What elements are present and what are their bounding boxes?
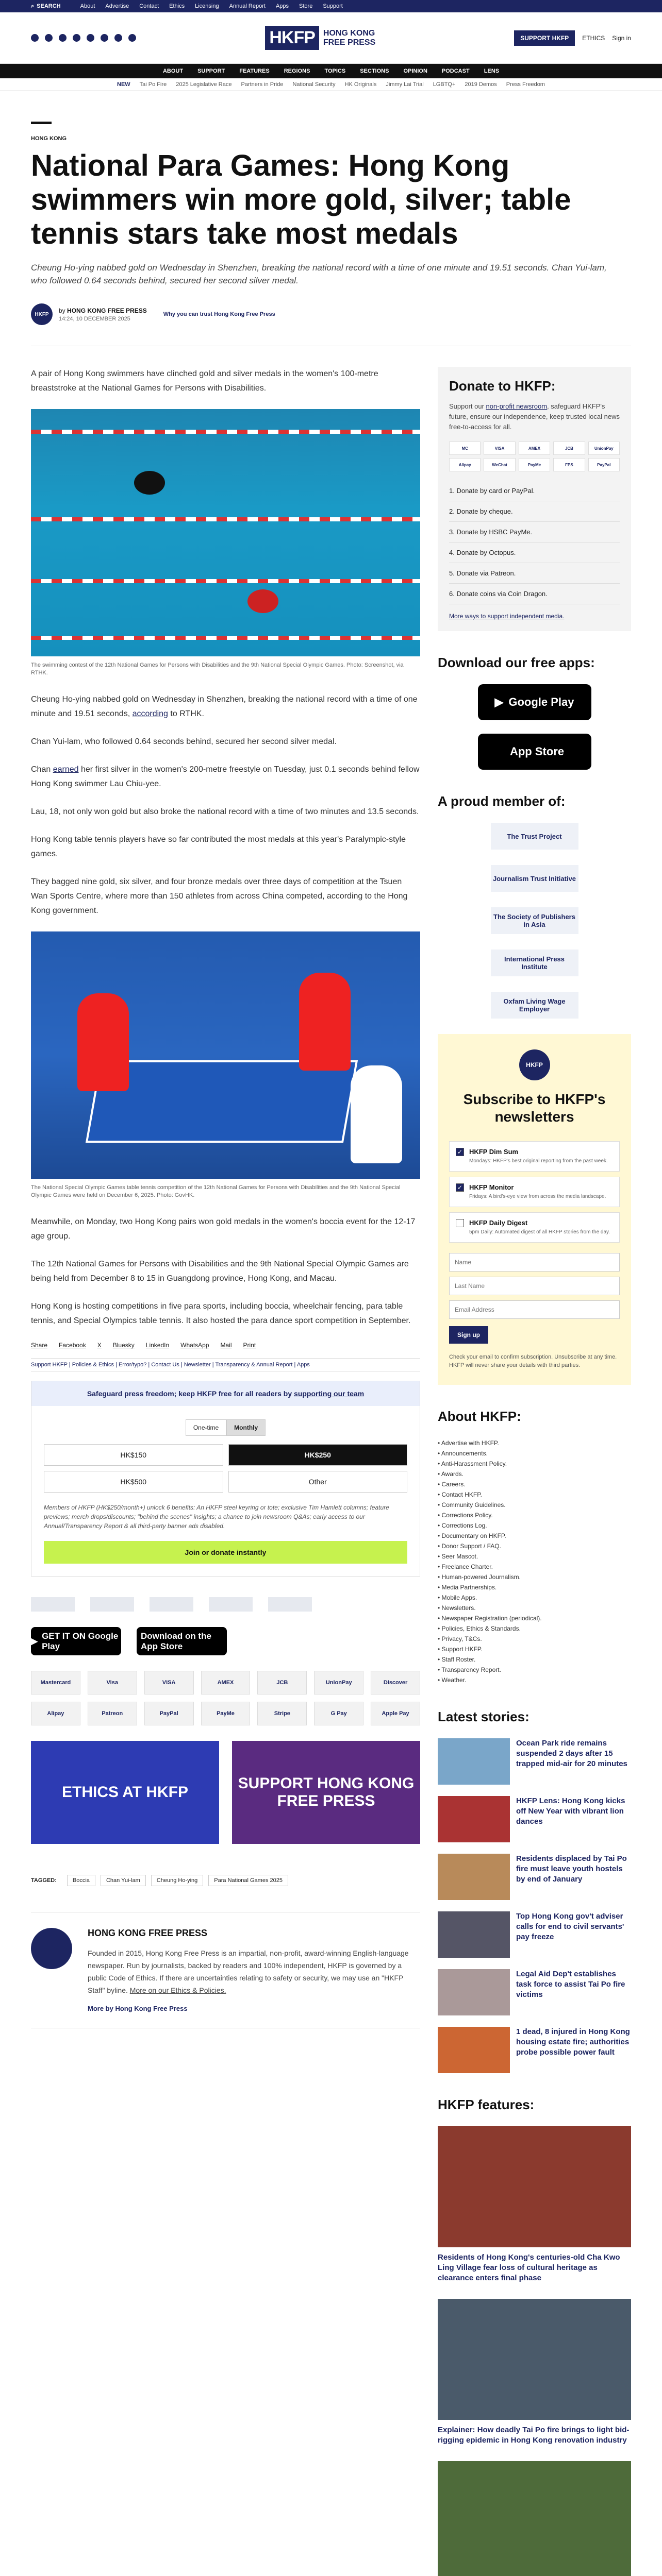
checkbox-checked[interactable]: ✓ bbox=[456, 1148, 464, 1156]
social-links bbox=[31, 34, 136, 42]
paragraph: Chan earned her first silver in the women's 200-metre freestyle on Tuesday, just 0.1 seconds behind fellow Hong Kong swimmer Lau Chiu-yee. bbox=[31, 765, 420, 788]
newsletter-option[interactable]: HKFP Daily Digest 5pm Daily: Automated digest of all HKFP stories from the day. bbox=[449, 1212, 620, 1243]
paragraph: A pair of Hong Kong swimmers have clinched gold and silver medals in the women's 100-metre breaststroke at the National Games for Persons with Disabilities. bbox=[31, 369, 378, 393]
sign-in-link[interactable]: Sign in bbox=[612, 34, 631, 42]
payment-logo[interactable]: G Pay bbox=[314, 1702, 363, 1725]
ethics-promo[interactable]: ETHICS AT HKFP bbox=[31, 1741, 219, 1844]
print-button[interactable]: Print bbox=[243, 1342, 256, 1349]
payment-logo[interactable]: Patreon bbox=[88, 1702, 137, 1725]
member-logos-row bbox=[31, 1597, 420, 1612]
tab-one-time[interactable]: One-time bbox=[186, 1419, 226, 1436]
about-link[interactable]: • Awards. bbox=[438, 1470, 464, 1478]
share-bluesky-button[interactable]: Bluesky bbox=[112, 1342, 135, 1349]
tags-label: TAGGED: bbox=[31, 1877, 57, 1884]
payment-logo[interactable]: Apple Pay bbox=[371, 1702, 420, 1725]
share-linkedin-button[interactable]: LinkedIn bbox=[145, 1342, 170, 1349]
payment-logo[interactable]: PayPal bbox=[144, 1702, 194, 1725]
sidebar-donate-title: Donate to HKFP: bbox=[449, 378, 556, 394]
feature-title[interactable]: Residents of Hong Kong's centuries-old Cha Kwo Ling Village fear loss of cultural heritage as clearance enters final phase bbox=[438, 2253, 620, 2282]
according-link[interactable]: according bbox=[132, 709, 168, 718]
support-button[interactable]: SUPPORT HKFP bbox=[514, 30, 575, 46]
topbar-link[interactable]: Annual Report bbox=[229, 3, 266, 9]
about-link[interactable]: • Contact HKFP. bbox=[438, 1491, 483, 1498]
author-box bbox=[31, 1912, 420, 2028]
trending-link[interactable]: LGBTQ+ bbox=[433, 81, 456, 88]
member-logo[interactable]: Oxfam Living Wage Employer bbox=[491, 992, 578, 1019]
topbar-link[interactable]: Store bbox=[299, 3, 313, 9]
site-logo[interactable] bbox=[265, 26, 385, 50]
paragraph: Lau, 18, not only won gold but also broke the national record with a time of two minutes and 13.5 seconds. bbox=[31, 807, 419, 816]
latest-story[interactable] bbox=[438, 2027, 631, 2073]
about-link[interactable]: • Mobile Apps. bbox=[438, 1594, 477, 1601]
card-logo: VISA bbox=[484, 442, 515, 455]
payment-logo[interactable]: Stripe bbox=[257, 1702, 307, 1725]
card-logo: MC bbox=[449, 442, 481, 455]
trending-link[interactable]: Jimmy Lai Trial bbox=[386, 81, 424, 88]
trending-link[interactable]: National Security bbox=[292, 81, 336, 88]
utility-bar bbox=[0, 0, 662, 12]
amount-option[interactable]: HK$150 bbox=[44, 1444, 223, 1466]
paragraph: The 12th National Games for Persons with Disabilities and the 9th National Special Olympic Games are being held from December 8 to 15 in Guangdong province, Hong Kong, and Macau. bbox=[31, 1260, 409, 1283]
topbar-link[interactable]: Apps bbox=[275, 3, 289, 9]
card-logo: JCB bbox=[553, 442, 585, 455]
newsletter-badge: HKFP bbox=[519, 1049, 550, 1080]
payment-logo[interactable]: Discover bbox=[371, 1671, 420, 1694]
story-thumbnail[interactable] bbox=[438, 1969, 510, 2015]
share-label: Share bbox=[31, 1342, 48, 1349]
first-name-input[interactable] bbox=[449, 1253, 620, 1272]
logo-text: HONG KONG FREE PRESS bbox=[323, 28, 376, 47]
about-link[interactable]: • Newspaper Registration (periodical). bbox=[438, 1615, 542, 1622]
feature-image[interactable] bbox=[438, 2299, 631, 2420]
feature-image[interactable] bbox=[438, 2126, 631, 2247]
threads-icon[interactable] bbox=[73, 34, 80, 42]
author-box-avatar[interactable] bbox=[31, 1928, 72, 1969]
nav-item[interactable]: OPINION bbox=[403, 68, 427, 74]
nav-item[interactable]: PODCAST bbox=[441, 68, 470, 74]
amount-option[interactable]: HK$500 bbox=[44, 1471, 223, 1493]
payment-logo[interactable]: UnionPay bbox=[314, 1671, 363, 1694]
article-body bbox=[31, 367, 420, 2576]
trending-link[interactable]: HK Originals bbox=[344, 81, 377, 88]
paragraph: Cheung Ho-ying nabbed gold on Wednesday in Shenzhen, breaking the national record with a time of one minute and 19.51 seconds, according to RTHK. bbox=[31, 695, 418, 718]
member-logo[interactable]: International Press Institute bbox=[491, 950, 578, 976]
donate-method[interactable]: 1. Donate by card or PayPal. bbox=[449, 481, 620, 501]
about-link[interactable]: • Policies, Ethics & Standards. bbox=[438, 1625, 521, 1632]
about-heading: About HKFP: bbox=[438, 1409, 521, 1424]
card-logo: FPS bbox=[553, 458, 585, 471]
nav-item[interactable]: TOPICS bbox=[324, 68, 346, 74]
about-link[interactable]: • Careers. bbox=[438, 1481, 466, 1488]
latest-heading: Latest stories: bbox=[438, 1709, 529, 1724]
share-mail-button[interactable]: Mail bbox=[220, 1342, 232, 1349]
checkbox[interactable] bbox=[456, 1219, 464, 1227]
donate-method[interactable]: 2. Donate by cheque. bbox=[449, 501, 620, 522]
article-standfirst: Cheung Ho-ying nabbed gold on Wednesday in Shenzhen, breaking the national record with a time of one minute and 19.51 seconds. Chan Yui-lam, who followed 0.64 seconds behind, secured her second silver medal. bbox=[31, 263, 607, 285]
checkbox-checked[interactable]: ✓ bbox=[456, 1183, 464, 1192]
topbar-link[interactable]: About bbox=[80, 3, 95, 9]
support-promo[interactable]: SUPPORT HONG KONG FREE PRESS bbox=[232, 1741, 420, 1844]
play-icon: ▶ bbox=[31, 1636, 38, 1646]
about-link[interactable]: • Support HKFP. bbox=[438, 1646, 483, 1653]
payment-logo[interactable]: Mastercard bbox=[31, 1671, 80, 1694]
more-ways-link[interactable]: More ways to support independent media. bbox=[449, 613, 565, 620]
trending-link[interactable]: Partners in Pride bbox=[241, 81, 284, 88]
earned-link[interactable]: earned bbox=[53, 765, 79, 774]
latest-story[interactable] bbox=[438, 1854, 631, 1900]
join-donate-button[interactable]: Join or donate instantly bbox=[44, 1541, 407, 1564]
share-bar bbox=[31, 1342, 420, 1349]
nav-item[interactable]: ABOUT bbox=[162, 68, 184, 74]
email-input[interactable] bbox=[449, 1300, 620, 1319]
email-icon[interactable] bbox=[114, 34, 122, 42]
member-logo[interactable]: The Society of Publishers in Asia bbox=[491, 907, 578, 934]
tag[interactable]: Boccia bbox=[67, 1875, 95, 1886]
trending-link[interactable]: 2025 Legislative Race bbox=[176, 81, 232, 88]
newsletter-option[interactable]: ✓ HKFP Dim Sum Mondays: HKFP's best original reporting from the past week. bbox=[449, 1141, 620, 1172]
paragraph: They bagged nine gold, six silver, and four bronze medals over three days of competition at the Tsuen Wan Sports Centre, where more than 150 athletes from across China competed, according to the Hong Kong government. bbox=[31, 877, 408, 915]
feature-title[interactable]: Explainer: How deadly Tai Po fire brings to light bid-rigging epidemic in Hong Kong renovation industry bbox=[438, 2426, 630, 2445]
story-title[interactable]: Legal Aid Dep't establishes task force to assist Tai Po fire victims bbox=[516, 1970, 625, 1999]
photo-caption: The National Special Olympic Games table tennis competition of the 12th National Games for Persons with Disabilities and the 9th National Special Olympic Games were held on December 6, 2025. Photo: GovHK. bbox=[31, 1184, 401, 1198]
membership-benefits: Members of HKFP (HK$250/month+) unlock 6 benefits: An HKFP steel keyring or tote; exclusive Tim Hamlett columns; feature previews; merch drops/discounts; "behind the scenes" insights; a chance to join newsroom Q&As; early access to our Annual/Transparency Report & all third-party banner ads disabled. bbox=[44, 1504, 389, 1530]
byline bbox=[31, 303, 631, 325]
about-link[interactable]: • Seer Mascot. bbox=[438, 1553, 478, 1560]
paragraph: Hong Kong table tennis players have so far contributed the most medals at this year's Paralympic-style games. bbox=[31, 835, 406, 858]
donation-form bbox=[31, 1381, 420, 1577]
about-link[interactable]: • Community Guidelines. bbox=[438, 1501, 506, 1509]
about-link[interactable]: • Advertise with HKFP. bbox=[438, 1439, 499, 1447]
photo-caption: The swimming contest of the 12th National Games for Persons with Disabilities and the 9th National Special Olympic Games. Photo: Screenshot, via RTHK. bbox=[31, 662, 404, 676]
donate-method[interactable]: 6. Donate coins via Coin Dragon. bbox=[449, 584, 620, 604]
donate-method[interactable]: 3. Donate by HSBC PayMe. bbox=[449, 522, 620, 543]
sidebar-app-store[interactable]: App Store bbox=[478, 734, 591, 770]
sopa-logo[interactable] bbox=[150, 1597, 193, 1612]
table-tennis-photo[interactable] bbox=[31, 931, 420, 1179]
member-logo[interactable]: Journalism Trust Initiative bbox=[491, 865, 578, 892]
trending-label: NEW bbox=[117, 81, 130, 88]
sidebar-donate-text: Support our non-profit newsroom, safeguard HKFP's future, ensure our independence, keep trusted local news free-to-access for all. bbox=[449, 402, 620, 431]
about-link[interactable]: • Weather. bbox=[438, 1676, 467, 1684]
share-facebook-button[interactable]: Facebook bbox=[59, 1342, 86, 1349]
sidebar-donate bbox=[438, 367, 631, 631]
share-x-button[interactable]: X bbox=[97, 1342, 102, 1349]
share-whatsapp-button[interactable]: WhatsApp bbox=[180, 1342, 209, 1349]
paragraph: Hong Kong is hosting competitions in five para sports, including boccia, wheelchair fencing, para table tennis, and Special Olympics table tennis. It also hosted the para dance sport competition in September. bbox=[31, 1302, 411, 1325]
category-label[interactable]: HONG KONG bbox=[31, 135, 67, 142]
tag[interactable]: Para National Games 2025 bbox=[208, 1875, 288, 1886]
story-title[interactable]: Ocean Park ride remains suspended 2 days after 15 trapped mid-air for 20 minutes bbox=[516, 1739, 627, 1768]
about-link[interactable]: • Donor Support / FAQ. bbox=[438, 1543, 501, 1550]
card-logo: Alipay bbox=[449, 458, 481, 471]
newsletter-title: Subscribe to HKFP's newsletters bbox=[463, 1091, 606, 1125]
bluesky-icon[interactable] bbox=[101, 34, 108, 42]
sidebar bbox=[438, 367, 631, 2576]
latest-story[interactable] bbox=[438, 1911, 631, 1958]
more-by-author-link[interactable]: More by Hong Kong Free Press bbox=[88, 2005, 188, 2012]
nav-item[interactable]: SUPPORT bbox=[197, 68, 225, 74]
about-link[interactable]: • Newsletters. bbox=[438, 1604, 476, 1612]
sign-up-button[interactable]: Sign up bbox=[449, 1326, 488, 1344]
ethics-link[interactable]: ETHICS bbox=[582, 34, 605, 42]
about-link[interactable]: • Anti-Harassment Policy. bbox=[438, 1460, 507, 1467]
payment-logo[interactable]: Alipay bbox=[31, 1702, 80, 1725]
about-link[interactable]: • Human-powered Journalism. bbox=[438, 1573, 521, 1581]
topbar-link[interactable]: Contact bbox=[139, 3, 159, 9]
swimming-photo[interactable] bbox=[31, 409, 420, 656]
amount-option-selected[interactable]: HK$250 bbox=[228, 1444, 408, 1466]
newsletter-note: Check your email to confirm subscription. Unsubscribe at any time. HKFP will never share your details with third parties. bbox=[449, 1354, 617, 1368]
payment-methods bbox=[31, 1671, 420, 1725]
google-play-button[interactable]: ▶ GET IT ON Google Play bbox=[31, 1627, 121, 1655]
latest-story[interactable] bbox=[438, 1796, 631, 1842]
site-header bbox=[0, 12, 662, 64]
newsletter-signup bbox=[438, 1034, 631, 1385]
tag[interactable]: Cheung Ho-ying bbox=[151, 1875, 204, 1886]
trending-link[interactable]: Press Freedom bbox=[506, 81, 545, 88]
author-box-name[interactable]: HONG KONG FREE PRESS bbox=[88, 1928, 208, 1938]
telegram-icon[interactable] bbox=[128, 34, 136, 42]
amount-option-other[interactable]: Other bbox=[228, 1471, 408, 1493]
author-bio: Founded in 2015, Hong Kong Free Press is an impartial, non-profit, award-winning English-language newspaper. Run by journalists, backed by readers and 100% independent, HKFP is governed by a public Code of Ethics. If there are uncertainties relating to safety or security, we may use an "HKFP Staff" byline. More on our Ethics & Policies. bbox=[88, 1949, 409, 1994]
publish-date: 14:24, 10 DECEMBER 2025 bbox=[59, 315, 130, 322]
story-thumbnail[interactable] bbox=[438, 2027, 510, 2073]
newsroom-link[interactable]: non-profit newsroom bbox=[486, 402, 548, 410]
ethics-policies-link[interactable]: More on our Ethics & Policies. bbox=[129, 1986, 226, 1994]
support-team-link[interactable]: supporting our team bbox=[294, 1389, 365, 1398]
trust-project-logo[interactable] bbox=[31, 1597, 75, 1612]
payment-logo[interactable]: JCB bbox=[257, 1671, 307, 1694]
card-logo: PayPal bbox=[588, 458, 620, 471]
jti-logo[interactable] bbox=[90, 1597, 134, 1612]
payment-logo[interactable]: Visa bbox=[88, 1671, 137, 1694]
donate-method[interactable]: 4. Donate by Octopus. bbox=[449, 543, 620, 563]
about-link[interactable]: • Corrections Log. bbox=[438, 1522, 487, 1529]
latest-story[interactable] bbox=[438, 1738, 631, 1785]
about-link[interactable]: • Documentary on HKFP. bbox=[438, 1532, 506, 1539]
article-footer-links[interactable]: Support HKFP | Policies & Ethics | Error/typo? | Contact Us | Newsletter | Transparency & Annual Report | Apps bbox=[31, 1358, 420, 1371]
about-link[interactable]: • Transparency Report. bbox=[438, 1666, 501, 1673]
x-icon[interactable] bbox=[45, 34, 53, 42]
about-link[interactable]: • Announcements. bbox=[438, 1450, 488, 1457]
about-link[interactable]: • Media Partnerships. bbox=[438, 1584, 497, 1591]
member-heading: A proud member of: bbox=[438, 793, 566, 809]
payment-logo[interactable]: AMEX bbox=[201, 1671, 251, 1694]
last-name-input[interactable] bbox=[449, 1277, 620, 1295]
article-title: National Para Games: Hong Kong swimmers win more gold, silver; table tennis stars take most medals bbox=[31, 149, 571, 250]
story-title[interactable]: Residents displaced by Tai Po fire must leave youth hostels by end of January bbox=[516, 1854, 627, 1884]
trending-bar bbox=[0, 78, 662, 91]
nav-item[interactable]: SECTIONS bbox=[360, 68, 389, 74]
about-link[interactable]: • Staff Roster. bbox=[438, 1656, 476, 1663]
story-thumbnail[interactable] bbox=[438, 1738, 510, 1785]
apps-heading: Download our free apps: bbox=[438, 655, 595, 670]
about-link[interactable]: • Freelance Charter. bbox=[438, 1563, 493, 1570]
topbar-link[interactable]: Support bbox=[323, 3, 343, 9]
play-icon: ▶ bbox=[494, 696, 504, 708]
features-heading: HKFP features: bbox=[438, 2097, 535, 2112]
feature-stories bbox=[438, 2126, 631, 2576]
latest-stories bbox=[438, 1738, 631, 2073]
story-title[interactable]: 1 dead, 8 injured in Hong Kong housing estate fire; authorities probe possible power fault bbox=[516, 2027, 630, 2057]
search-link[interactable]: ⌕ SEARCH bbox=[31, 3, 61, 9]
about-link[interactable]: • Corrections Policy. bbox=[438, 1512, 493, 1519]
trending-link[interactable]: Tai Po Fire bbox=[139, 81, 167, 88]
member-logo[interactable]: The Trust Project bbox=[491, 823, 578, 850]
facebook-icon[interactable] bbox=[31, 34, 39, 42]
topbar-link[interactable]: Ethics bbox=[169, 3, 185, 9]
search-icon: ⌕ bbox=[31, 3, 35, 9]
main-nav bbox=[0, 64, 662, 78]
story-thumbnail[interactable] bbox=[438, 1911, 510, 1958]
nav-item[interactable]: REGIONS bbox=[284, 68, 310, 74]
youtube-icon[interactable] bbox=[87, 34, 94, 42]
card-logo: AMEX bbox=[519, 442, 550, 455]
sidebar-payment-cards bbox=[449, 442, 620, 471]
card-logo: WeChat bbox=[484, 458, 515, 471]
about-link[interactable]: • Privacy, T&Cs. bbox=[438, 1635, 482, 1642]
donate-method[interactable]: 5. Donate via Patreon. bbox=[449, 563, 620, 584]
story-title[interactable]: HKFP Lens: Hong Kong kicks off New Year with vibrant lion dances bbox=[516, 1797, 625, 1826]
tag[interactable]: Chan Yui-lam bbox=[101, 1875, 146, 1886]
topbar-link[interactable]: Licensing bbox=[195, 3, 219, 9]
app-store-button[interactable]: Download on the App Store bbox=[137, 1627, 227, 1655]
ipi-logo[interactable] bbox=[209, 1597, 253, 1612]
trust-link[interactable]: Why you can trust Hong Kong Free Press bbox=[163, 311, 275, 317]
about-links bbox=[438, 1438, 631, 1685]
payment-logo[interactable]: VISA bbox=[144, 1671, 194, 1694]
newsletter-option[interactable]: ✓ HKFP Monitor Fridays: A bird's-eye view from across the media landscape. bbox=[449, 1177, 620, 1207]
feature-image[interactable] bbox=[438, 2461, 631, 2576]
author-name[interactable]: HONG KONG FREE PRESS bbox=[67, 307, 147, 314]
paragraph: Meanwhile, on Monday, two Hong Kong pairs won gold medals in the women's boccia event for the 12-17 age group. bbox=[31, 1217, 416, 1241]
kicker-rule bbox=[31, 122, 52, 124]
sidebar-google-play[interactable]: ▶ Google Play bbox=[478, 684, 591, 720]
instagram-icon[interactable] bbox=[59, 34, 67, 42]
payment-logo[interactable]: PayMe bbox=[201, 1702, 251, 1725]
nav-item[interactable]: LENS bbox=[484, 68, 500, 74]
paragraph: Chan Yui-lam, who followed 0.64 seconds behind, secured her second silver medal. bbox=[31, 737, 337, 746]
card-logo: PayMe bbox=[519, 458, 550, 471]
byline-by: by bbox=[59, 307, 65, 314]
author-avatar[interactable]: HKFP bbox=[31, 303, 53, 325]
tab-monthly[interactable]: Monthly bbox=[226, 1419, 266, 1436]
oxfam-logo[interactable] bbox=[268, 1597, 312, 1612]
story-thumbnail[interactable] bbox=[438, 1796, 510, 1842]
story-title[interactable]: Top Hong Kong gov't adviser calls for end to civil servants' pay freeze bbox=[516, 1912, 624, 1941]
story-thumbnail[interactable] bbox=[438, 1854, 510, 1900]
nav-item[interactable]: FEATURES bbox=[239, 68, 270, 74]
article-tags bbox=[31, 1875, 420, 1886]
logo-mark: HKFP bbox=[265, 26, 319, 50]
donation-heading: Safeguard press freedom; keep HKFP free for all readers by supporting our team bbox=[31, 1381, 420, 1406]
card-logo: UnionPay bbox=[588, 442, 620, 455]
trending-link[interactable]: 2019 Demos bbox=[465, 81, 497, 88]
latest-story[interactable] bbox=[438, 1969, 631, 2015]
topbar-link[interactable]: Advertise bbox=[105, 3, 129, 9]
